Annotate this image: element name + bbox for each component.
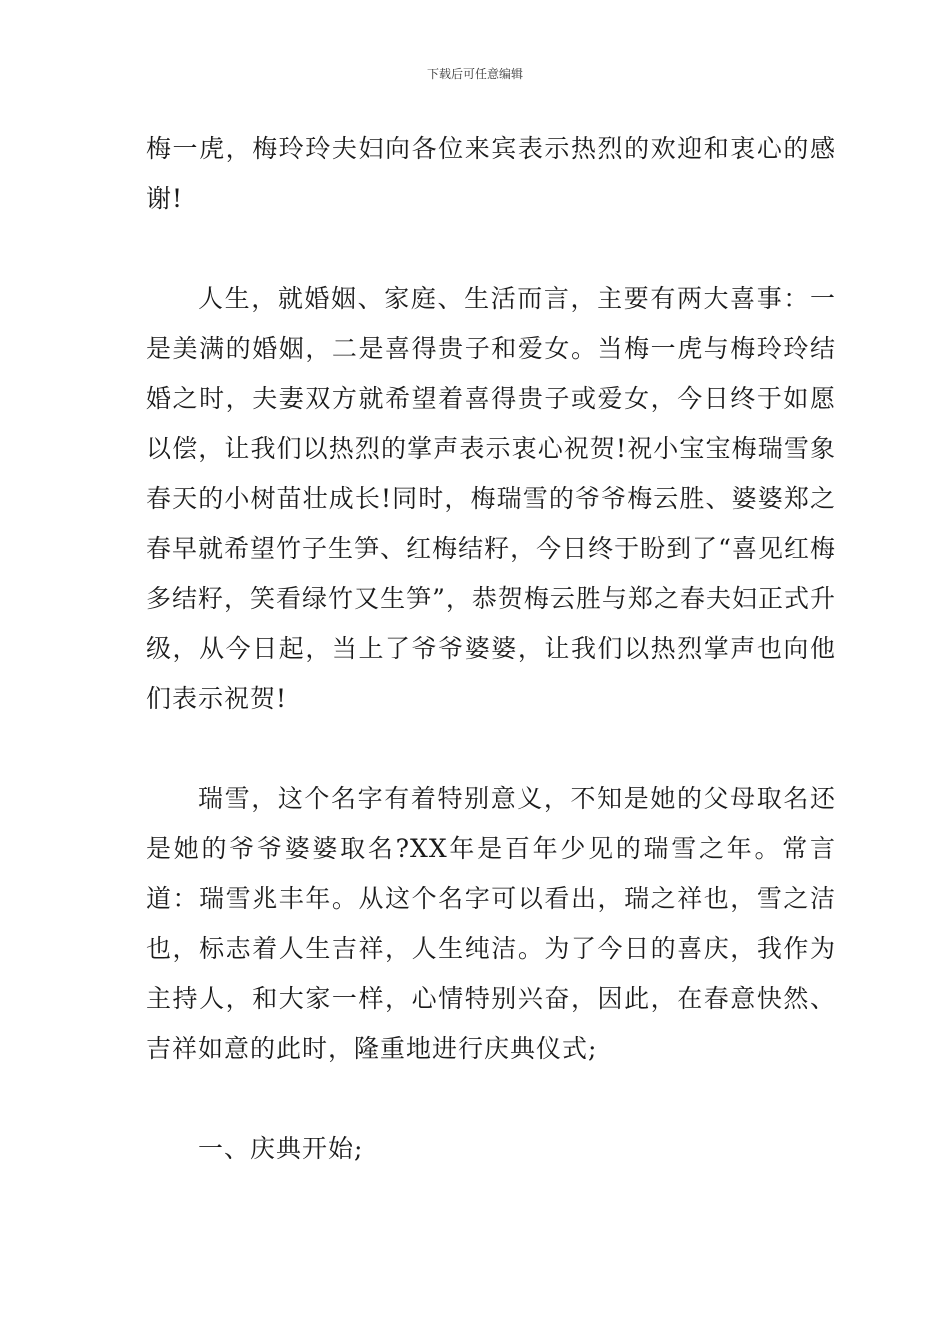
paragraph-thanks: 梅一虎，梅玲玲夫妇向各位来宾表示热烈的欢迎和衷心的感谢! [146, 134, 836, 213]
page-header: 下载后可任意编辑 [426, 67, 523, 81]
paragraph-life-events: 人生，就婚姻、家庭、生活而言，主要有两大喜事：一是美满的婚姻，二是喜得贵子和爱女。当梅一虎与梅玲玲结婚之时，夫妻双方就希望着喜得贵子或爱女，今日终于如愿以偿，让我们以热烈的掌声表示衷心祝贺!祝小宝宝梅瑞雪象春天的小树苗壮成长!同时，梅瑞雪的爷爷梅云胜、婆婆郑之春早就希望竹子生笋、红梅结籽，今日终于盼到了“喜见红梅多结籽，笑看绿竹又生笋”，恭贺梅云胜与郑之春夫妇正式升级，从今日起，当上了爷爷婆婆，让我们以热烈掌声也向他们表示祝贺! [146, 284, 836, 713]
paragraph-gap [146, 224, 836, 274]
paragraph-name-meaning: 瑞雪，这个名字有着特别意义，不知是她的父母取名还是她的爷爷婆婆取名?XX年是百年少见的瑞雪之年。常言道：瑞雪兆丰年。从这个名字可以看出，瑞之祥也，雪之洁也，标志着人生吉祥，人生纯洁。为了今日的喜庆，我作为主持人，和大家一样，心情特别兴奋，因此，在春意快然、吉祥如意的此时，隆重地进行庆典仪式; [146, 784, 836, 1063]
paragraph-gap [146, 724, 836, 774]
document-body [146, 124, 836, 1174]
paragraph-ceremony-start: 一、庆典开始; [198, 1134, 364, 1163]
paragraph-gap [146, 1074, 836, 1124]
